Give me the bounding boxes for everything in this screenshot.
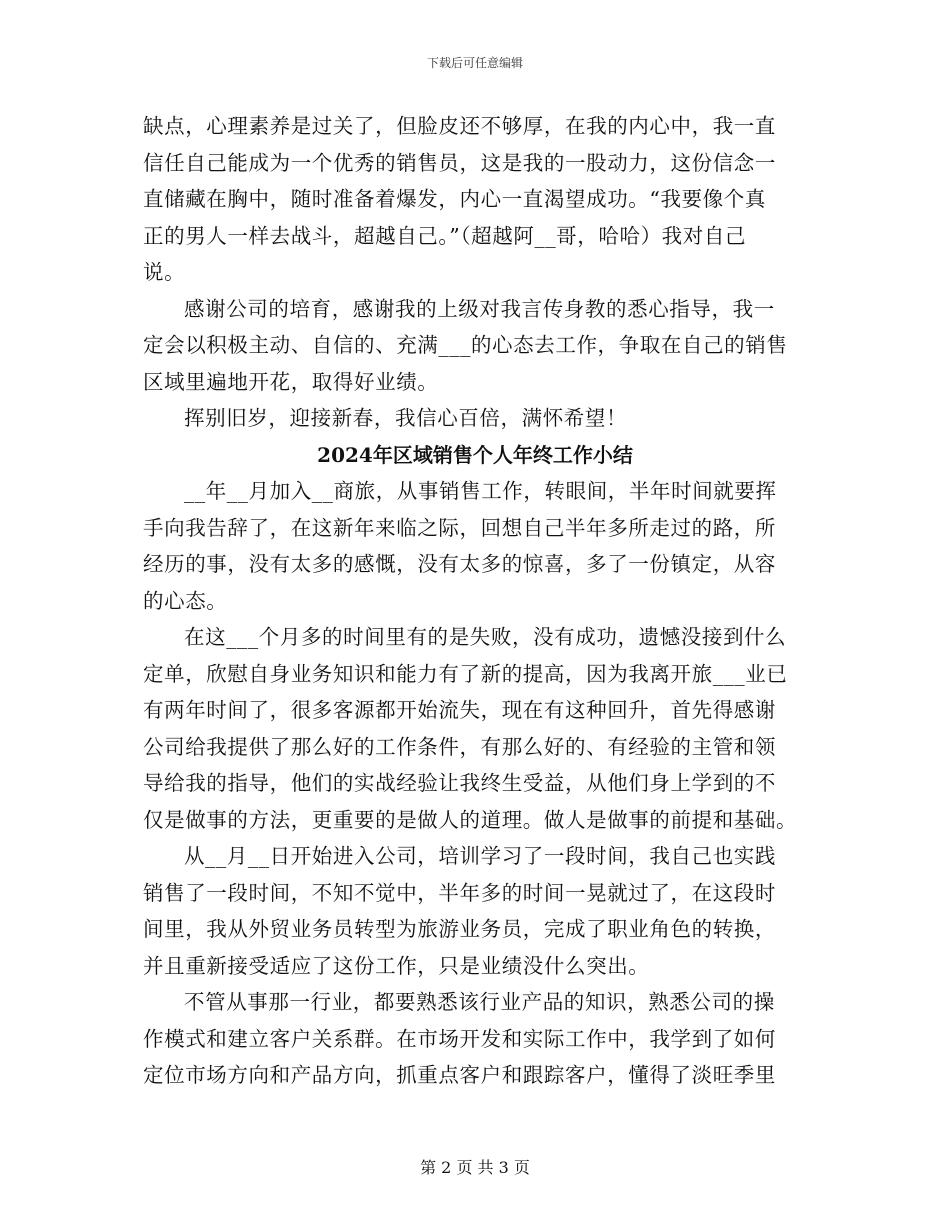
text-line: 从__月__日开始进入公司，培训学习了一段时间，我自己也实践	[184, 844, 776, 868]
paragraph	[143, 108, 807, 291]
text-line: 手向我告辞了，在这新年来临之际，回想自己半年多所走过的路，所	[143, 515, 776, 540]
document-body	[143, 108, 807, 1094]
text-line: 经历的事，没有太多的感慨，没有太多的惊喜，多了一份镇定，从容	[143, 552, 776, 576]
text-line: 并且重新接受适应了这份工作，只是业绩没什么突出。	[143, 953, 650, 978]
paragraph	[143, 291, 807, 401]
text-line: 直储藏在胸中，随时准备着爆发，内心一直渴望成功。“我要像个真	[143, 187, 766, 211]
page-footer: 第 2 页 共 3 页	[420, 1158, 530, 1177]
paragraph	[143, 400, 807, 437]
text-line: 说。	[143, 260, 186, 284]
paragraph	[143, 473, 807, 619]
text-line: 不管从事那一行业，都要熟悉该行业产品的知识，熟悉公司的操	[184, 990, 775, 1014]
section-title: 2024年区域销售个人年终工作小结	[317, 442, 633, 467]
text-line: 感谢公司的培育，感谢我的上级对我言传身教的悉心指导，我一	[184, 296, 775, 321]
text-line: 区域里遍地开花，取得好业绩。	[143, 369, 439, 394]
text-line: __年__月加入__商旅，从事销售工作，转眼间，半年时间就要挥	[184, 479, 777, 503]
paragraph	[143, 838, 807, 984]
text-line: 仅是做事的方法，更重要的是做人的道理。做人是做事的前提和基础。	[143, 807, 798, 832]
text-line: 销售了一段时间，不知不觉中，半年多的时间一晃就过了，在这段时	[143, 880, 776, 905]
text-line: 正的男人一样去战斗，超越自己。”（超越阿__哥，哈哈）我对自己	[143, 223, 747, 248]
text-line: 公司给我提供了那么好的工作条件，有那么好的、有经验的主管和领	[143, 734, 776, 759]
text-line: 信任自己能成为一个优秀的销售员，这是我的一股动力，这份信念一	[143, 150, 776, 175]
paragraph	[143, 619, 807, 838]
text-line: 在这___个月多的时间里有的是失败，没有成功，遗憾没接到什么	[184, 625, 787, 649]
text-line: 缺点，心理素养是过关了，但脸皮还不够厚，在我的内心中，我一直	[143, 114, 776, 138]
text-line: 间里，我从外贸业务员转型为旅游业务员，完成了职业角色的转换，	[143, 917, 776, 941]
text-line: 定单，欣慰自身业务知识和能力有了新的提高，因为我离开旅___业已	[143, 661, 788, 686]
text-line: 挥别旧岁，迎接新春，我信心百倍，满怀希望！	[184, 406, 628, 430]
text-line: 导给我的指导，他们的实战经验让我终生受益，从他们身上学到的不	[143, 771, 776, 795]
text-line: 作模式和建立客户关系群。在市场开发和实际工作中，我学到了如何	[143, 1026, 776, 1051]
text-line: 定位市场方向和产品方向，抓重点客户和跟踪客户，懂得了淡旺季里	[143, 1063, 776, 1087]
paragraph	[143, 984, 807, 1094]
text-line: 定会以积极主动、自信的、充满___的心态去工作，争取在自己的销售	[143, 333, 788, 357]
text-line: 有两年时间了，很多客源都开始流失，现在有这种回升，首先得感谢	[143, 698, 776, 722]
text-line: 的心态。	[143, 588, 228, 613]
page-header-note: 下载后可任意编辑	[426, 56, 523, 70]
